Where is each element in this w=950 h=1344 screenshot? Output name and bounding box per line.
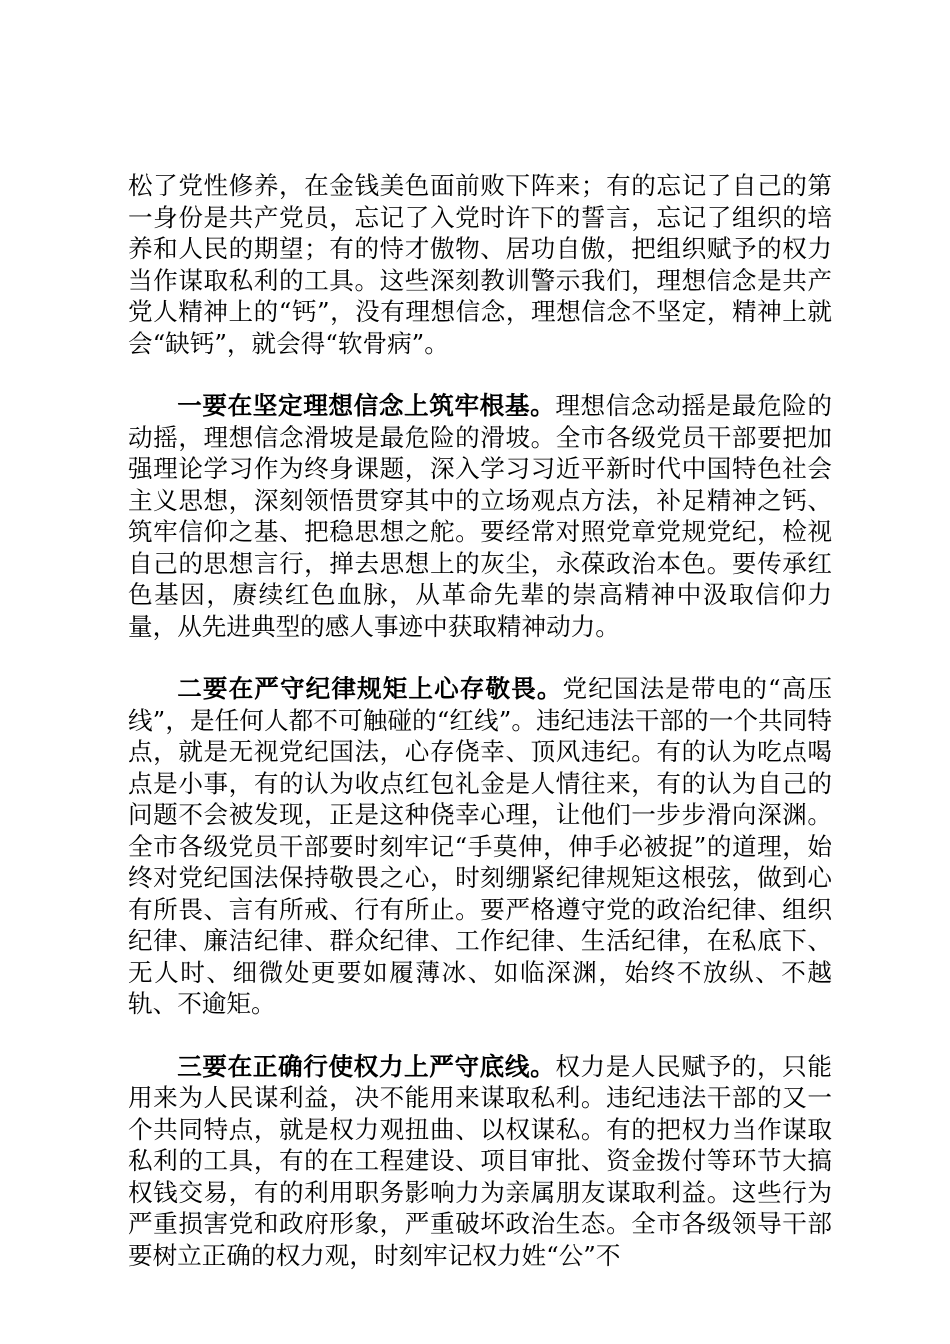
paragraph-gap	[128, 359, 832, 390]
paragraph-text: 松了党性修养，在金钱美色面前败下阵来；有的忘记了自己的第一身份是共产党员，忘记了入党时许下的誓言，忘记了组织的培养和人民的期望；有的恃才傲物、居功自傲，把组织赋予的权力当作谋取私利的工具。这些深刻教训警示我们，理想信念是共产党人精神上的“钙”，没有理想信念，理想信念不坚定，精神上就会“缺钙”，就会得“软骨病”。	[128, 171, 832, 358]
paragraph-heading: 一要在坚定理想信念上筑牢根基。	[177, 391, 556, 420]
paragraph-heading: 三要在正确行使权力上严守底线。	[177, 1051, 556, 1081]
paragraph-text: 党纪国法是带电的“高压线”，是任何人都不可触碰的“红线”。违纪违法干部的一个共同特点，就是无视党纪国法，心存侥幸、顶风违纪。有的认为吃点喝点是小事，有的认为收点红包礼金是人情往来，有的认为自己的问题不会被发现，正是这种侥幸心理，让他们一步步滑向深渊。全市各级党员干部要时刻牢记“手莫伸，伸手必被捉”的道理，始终对党纪国法保持敬畏之心，时刻绷紧纪律规矩这根弦，做到心有所畏、言有所戒、行有所止。要严格遵守党的政治纪律、组织纪律、廉洁纪律、群众纪律、工作纪律、生活纪律，在私底下、无人时、细微处更要如履薄冰、如临深渊，始终不放纵、不越轨、不逾矩。	[128, 674, 832, 1018]
paragraph-discipline	[128, 673, 832, 1020]
paragraph-text: 权力是人民赋予的，只能用来为人民谋利益，决不能用来谋取私利。违纪违法干部的又一个共同特点，就是权力观扭曲、以权谋私。有的把权力当作谋取私利的工具，有的在工程建设、项目审批、资金拨付等环节大搞权钱交易，有的利用职务影响力为亲属朋友谋取利益。这些行为严重损害党和政府形象，严重破坏政治生态。全市各级领导干部要树立正确的权力观，时刻牢记权力姓“公”不	[128, 1051, 832, 1270]
paragraph-heading: 二要在严守纪律规矩上心存敬畏。	[177, 674, 563, 703]
paragraph-continuation	[128, 170, 832, 359]
paragraph-ideals	[128, 390, 832, 642]
paragraph-gap	[128, 642, 832, 673]
paragraph-gap	[128, 1020, 832, 1051]
paragraph-power	[128, 1051, 832, 1272]
document-page	[128, 170, 832, 1271]
paragraph-text: 理想信念动摇是最危险的动摇，理想信念滑坡是最危险的滑坡。全市各级党员干部要把加强理论学习作为终身课题，深入学习习近平新时代中国特色社会主义思想，深刻领悟贯穿其中的立场观点方法，补足精神之钙、筑牢信仰之基、把稳思想之舵。要经常对照党章党规党纪，检视自己的思想言行，掸去思想上的灰尘，永葆政治本色。要传承红色基因，赓续红色血脉，从革命先辈的崇高精神中汲取信仰力量，从先进典型的感人事迹中获取精神动力。	[128, 391, 832, 641]
